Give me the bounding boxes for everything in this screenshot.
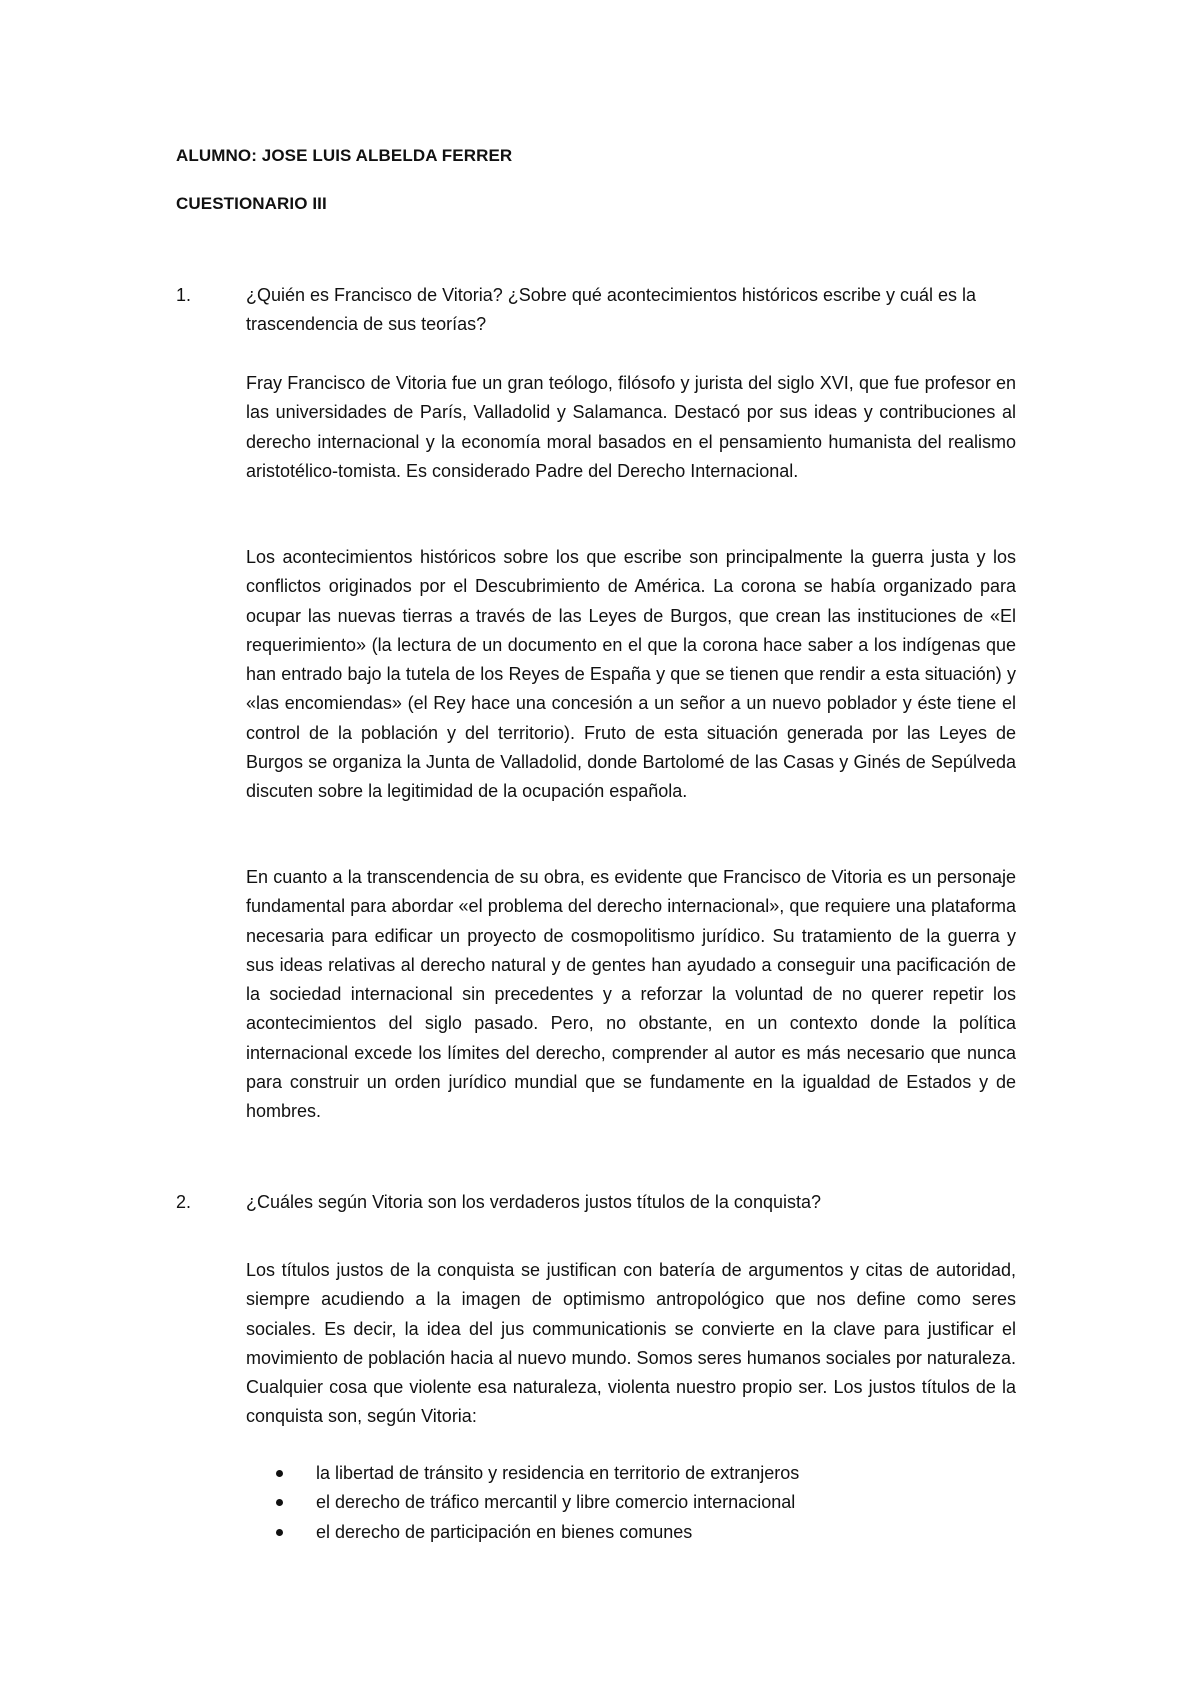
question-number: 1. [176,285,192,305]
question-text: ¿Cuáles según Vitoria son los verdaderos justos títulos de la conquista? [246,1192,821,1212]
list-item [276,1518,1016,1547]
list-item-text: el derecho de tráfico mercantil y libre comercio internacional [316,1492,796,1513]
titles-bullet-list [276,1459,1016,1547]
list-item-text: la libertad de tránsito y residencia en territorio de extranjeros [316,1463,800,1483]
question-2 [176,1188,1016,1217]
student-name-heading: ALUMNO: JOSE LUIS ALBELDA FERRER [176,146,513,165]
list-item [276,1488,1016,1517]
list-item [276,1459,1016,1488]
bullet-icon [276,1499,283,1506]
question-text: ¿Quién es Francisco de Vitoria? ¿Sobre qué acontecimientos históricos escribe y cuál es la trascendencia de sus teorías? [246,285,977,334]
answer-paragraph: En cuanto a la transcendencia de su obra, es evidente que Francisco de Vitoria es un personaje fundamental para abordar «el problema del derecho internacional», que requiere una plataforma necesaria para edificar un proyecto de cosmopolitismo jurídico. Su tratamiento de la guerra y sus ideas relativas al derecho natural y de gentes han ayudado a conseguir una pacificación de la sociedad internacional sin precedentes y a reforzar la voluntad de no querer repetir los acontecimientos del siglo pasado. Pero, no obstante, en un contexto donde la política internacional excede los límites del derecho, comprender al autor es más necesario que nunca para construir un orden jurídico mundial que se fundamente en la igualdad de Estados y de hombres. [246,867,1016,1122]
answer-paragraph: Fray Francisco de Vitoria fue un gran teólogo, filósofo y jurista del siglo XVI, que fue profesor en las universidades de París, Valladolid y Salamanca. Destacó por sus ideas y contribuciones al derecho internacional y la economía moral basados en el pensamiento humanista del realismo aristotélico-tomista. Es considerado Padre del Derecho Internacional. [246,373,1016,481]
answer-paragraph: Los acontecimientos históricos sobre los que escribe son principalmente la guerra justa y los conflictos originados por el Descubrimiento de América. La corona se había organizado para ocupar las nuevas tierras a través de las Leyes de Burgos, que crean las instituciones de «El requerimiento» (la lectura de un documento en el que la corona hace saber a los indígenas que han entrado bajo la tutela de los Reyes de España y que se tienen que rendir a esta situación) y «las encomiendas» (el Rey hace una concesión a un señor a un nuevo poblador y éste tiene el control de la población y del territorio). Fruto de esta situación generada por las Leyes de Burgos se organiza la Junta de Valladolid, donde Bartolomé de las Casas y Ginés de Sepúlveda discuten sobre la legitimidad de la ocupación española. [246,547,1016,802]
list-item-text: el derecho de participación en bienes comunes [316,1521,693,1542]
questionnaire-title: CUESTIONARIO III [176,194,327,213]
bullet-icon [276,1470,283,1477]
answer-paragraph: Los títulos justos de la conquista se justifican con batería de argumentos y citas de autoridad, siempre acudiendo a la imagen de optimismo antropológico que nos define como seres sociales. Es decir, la idea del jus communicationis se convierte en la clave para justificar el movimiento de población hacia al nuevo mundo. Somos seres humanos sociales por naturaleza. Cualquier cosa que violente esa naturaleza, violenta nuestro propio ser. Los justos títulos de la conquista son, según Vitoria: [246,1260,1016,1427]
question-number: 2. [176,1192,192,1212]
bullet-icon [276,1529,283,1536]
question-1 [176,281,1016,339]
